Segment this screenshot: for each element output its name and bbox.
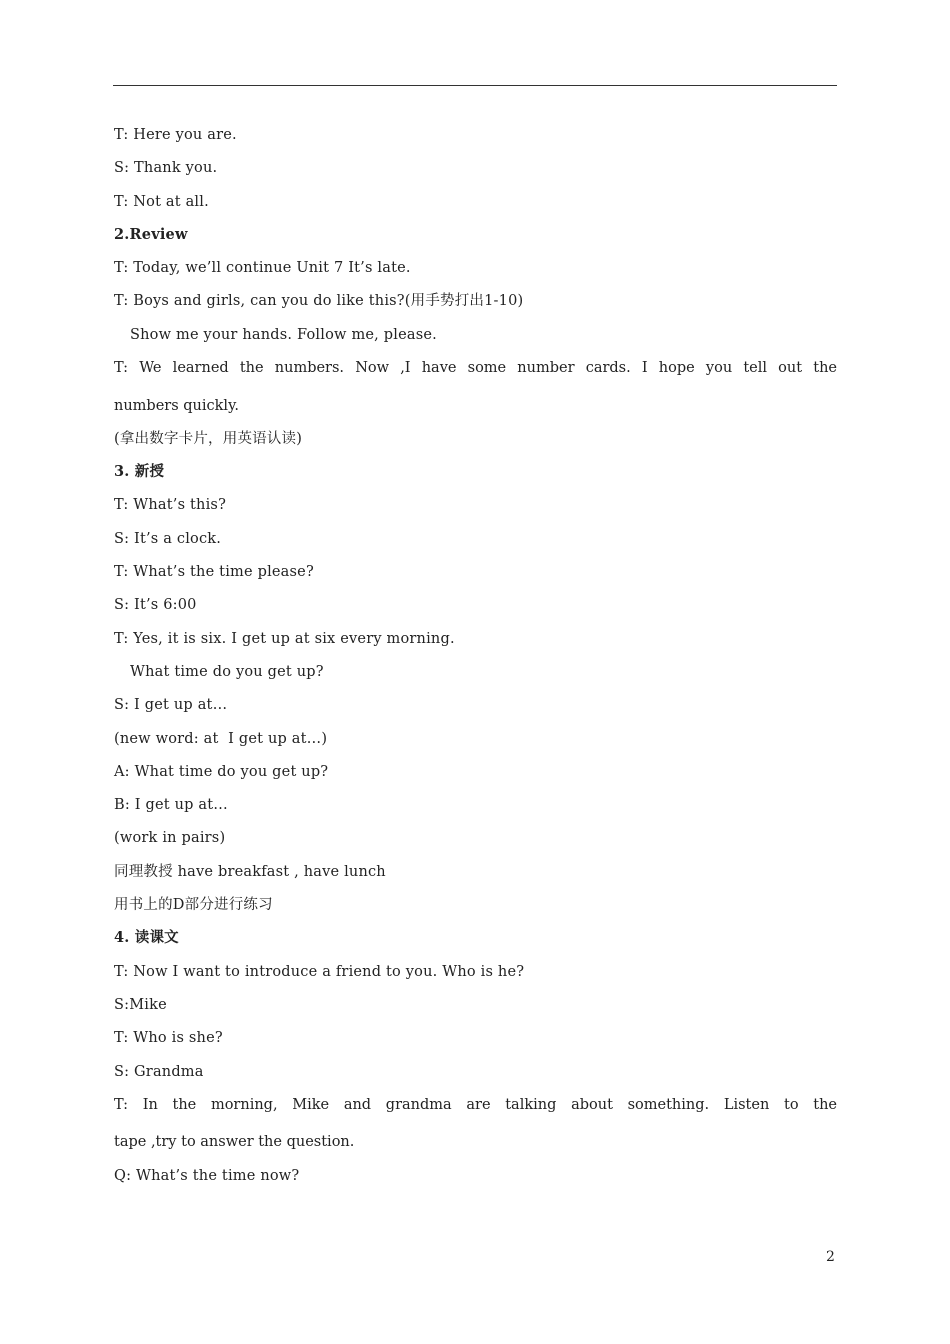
text-line: numbers quickly. (114, 397, 239, 414)
text-line: T: Boys and girls, can you do like this?(用手势打出1-10) (114, 293, 524, 310)
text-line: Show me your hands. Follow me, please. (130, 326, 437, 343)
text-line: What time do you get up? (130, 663, 324, 680)
text-line: S: Grandma (114, 1063, 204, 1080)
section-heading-review: 2.Review (114, 225, 188, 243)
text-line: T: What’s this? (114, 497, 227, 514)
text-line: A: What time do you get up? (114, 763, 329, 780)
header-rule (113, 85, 837, 86)
text-line: T: Today, we’ll continue Unit 7 It’s late. (114, 260, 411, 277)
text-line: B: I get up at… (114, 797, 228, 814)
text-line: T: Not at all. (114, 193, 209, 210)
paragraph-listen (114, 1096, 837, 1152)
text-line: T: Who is she? (114, 1030, 223, 1047)
text-line: T: We learned the numbers. Now ,I have some number cards. I hope you tell out the (114, 360, 837, 377)
text-line: tape ,try to answer the question. (114, 1134, 355, 1151)
text-line: Q: What’s the time now? (114, 1167, 300, 1184)
text-line: 同理教授 have breakfast , have lunch (114, 863, 386, 880)
paragraph-numbers (114, 359, 837, 415)
text-line: S:Mike (114, 996, 167, 1013)
text-line: S: It’s a clock. (114, 530, 222, 547)
text-line: (拿出数字卡片，用英语认读) (114, 430, 303, 447)
text-line: T: Yes, it is six. I get up at six every morning. (114, 630, 455, 647)
section-heading-read-text: 4. 读课文 (114, 929, 179, 947)
text-line: 用书上的D部分进行练习 (114, 897, 273, 914)
page-number: 2 (826, 1249, 835, 1265)
text-line: T: Here you are. (114, 127, 237, 143)
text-line: S: I get up at… (114, 697, 228, 714)
text-line: (new word: at I get up at…) (114, 730, 328, 747)
text-line: T: What’s the time please? (114, 564, 314, 581)
text-line: T: In the morning, Mike and grandma are talking about something. Listen to the (114, 1096, 837, 1113)
text-line: S: It’s 6:00 (114, 597, 197, 614)
text-line: (work in pairs) (114, 830, 226, 847)
text-line: S: Thank you. (114, 160, 218, 177)
document-body (114, 126, 837, 1200)
text-line: T: Now I want to introduce a friend to you. Who is he? (114, 963, 525, 980)
section-heading-new-lesson: 3. 新授 (114, 463, 165, 481)
